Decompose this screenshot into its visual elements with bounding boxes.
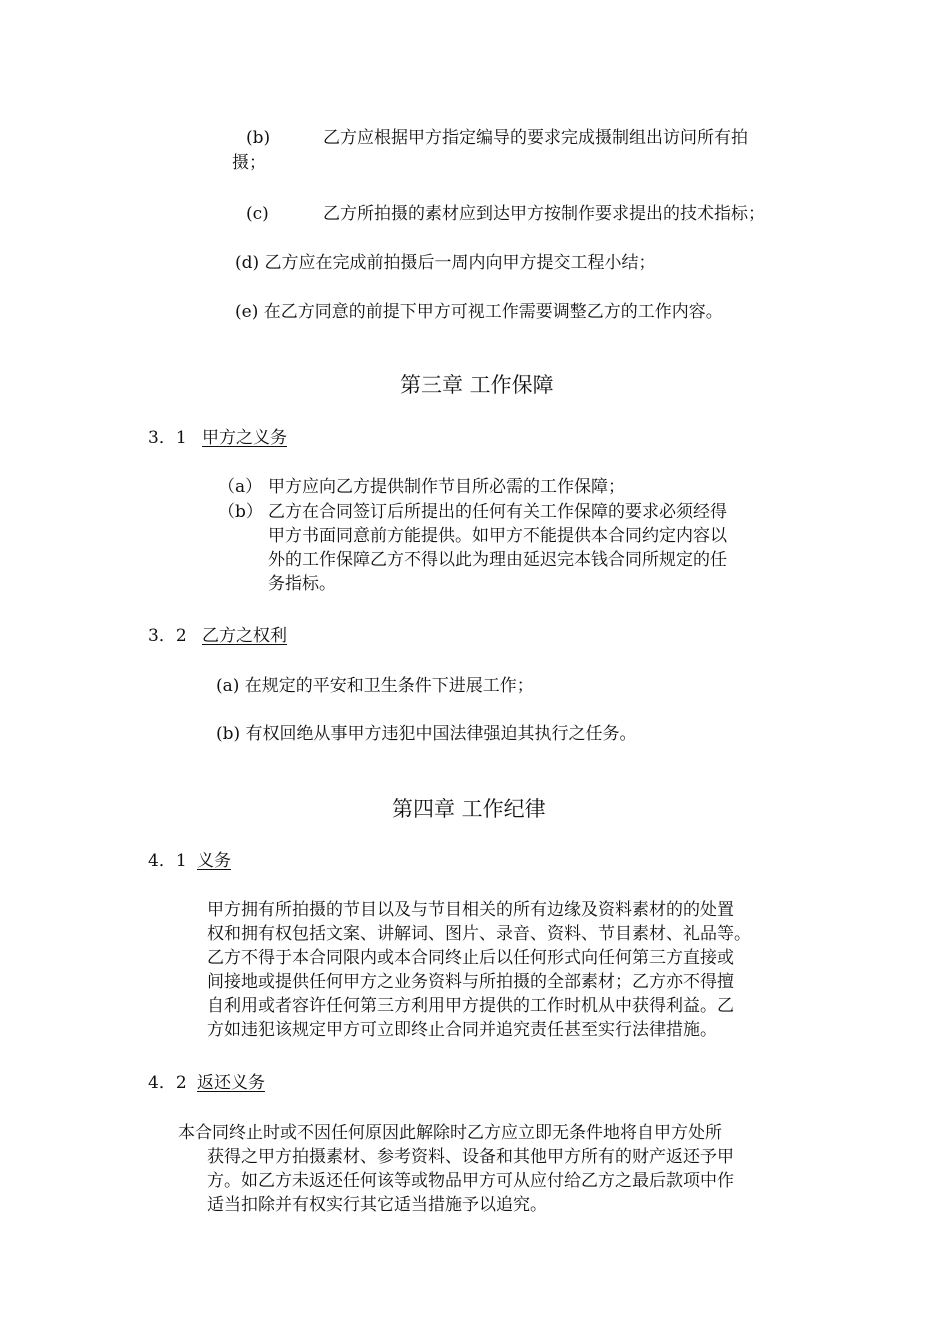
section-3-1-a-label: （a） — [218, 477, 263, 497]
item-d-text: (d) 乙方应在完成前拍摄后一周内向甲方提交工程小结； — [235, 253, 656, 273]
text-line: 间接地或提供任何甲方之业务资料与所拍摄的全部素材；乙方亦不得擅 — [207, 972, 734, 992]
item-b-text-line1: 乙方应根据甲方指定编导的要求完成摄制组出访问所有拍 — [323, 128, 748, 148]
text-line: 自利用或者容许任何第三方利用甲方提供的工作时机从中获得利益。乙 — [207, 996, 734, 1016]
section-3-2-b-text: (b) 有权回绝从事甲方违犯中国法律强迫其执行之任务。 — [216, 724, 637, 744]
text-line: 外的工作保障乙方不得以此为理由延迟完本钱合同所规定的任 — [268, 550, 727, 570]
item-b-label: (b) — [246, 128, 271, 148]
section-4-1-body — [207, 898, 751, 1042]
section-3-2-a-text: (a) 在规定的平安和卫生条件下进展工作； — [216, 676, 534, 696]
item-c-label: (c) — [246, 204, 269, 224]
text-line: 获得之甲方拍摄素材、参考资料、设备和其他甲方所有的财产返还予甲 — [207, 1147, 734, 1167]
section-4-2-body-line1: 本合同终止时或不因任何原因此解除时乙方应立即无条件地将自甲方处所 — [178, 1123, 722, 1143]
section-3-2-number: 3．2 — [148, 626, 187, 646]
section-3-1-b-text — [268, 500, 727, 596]
text-line: 务指标。 — [268, 574, 336, 594]
chapter-3-title: 第三章 工作保障 — [400, 373, 554, 397]
text-line: 适当扣除并有权实行其它适当措施予以追究。 — [207, 1195, 547, 1215]
text-line: 甲方书面同意前方能提供。如甲方不能提供本合同约定内容以 — [268, 526, 727, 546]
section-3-1-b-label: （b） — [218, 502, 263, 522]
section-3-2-title: 乙方之权利 — [202, 626, 287, 646]
text-line: 方如违犯该规定甲方可立即终止合同并追究责任甚至实行法律措施。 — [207, 1020, 717, 1040]
text-line: 乙方在合同签订后所提出的任何有关工作保障的要求必须经得 — [268, 502, 727, 522]
text-line: 乙方不得于本合同限内或本合同终止后以任何形式向任何第三方直接或 — [207, 948, 734, 968]
section-4-2-number: 4．2 — [148, 1073, 187, 1093]
section-3-1-a-text: 甲方应向乙方提供制作节目所必需的工作保障； — [268, 477, 625, 497]
section-3-1-title: 甲方之义务 — [202, 428, 287, 448]
item-c-text: 乙方所拍摄的素材应到达甲方按制作要求提出的技术指标； — [323, 204, 765, 224]
section-4-2-title: 返还义务 — [197, 1073, 265, 1093]
section-4-1-title: 义务 — [197, 851, 231, 871]
section-4-1-number: 4．1 — [148, 851, 187, 871]
text-line: 方。如乙方未返还任何该等或物品甲方可从应付给乙方之最后款项中作 — [207, 1171, 734, 1191]
chapter-4-title: 第四章 工作纪律 — [392, 797, 546, 821]
section-4-2-body — [207, 1145, 734, 1217]
item-e-text: (e) 在乙方同意的前提下甲方可视工作需要调整乙方的工作内容。 — [235, 302, 723, 322]
item-b-text-line2: 摄； — [232, 153, 266, 173]
text-line: 甲方拥有所拍摄的节目以及与节目相关的所有边缘及资料素材的的处置 — [207, 900, 734, 920]
section-3-1-number: 3．1 — [148, 428, 187, 448]
text-line: 权和拥有权包括文案、讲解词、图片、录音、资料、节目素材、礼品等。 — [207, 924, 751, 944]
